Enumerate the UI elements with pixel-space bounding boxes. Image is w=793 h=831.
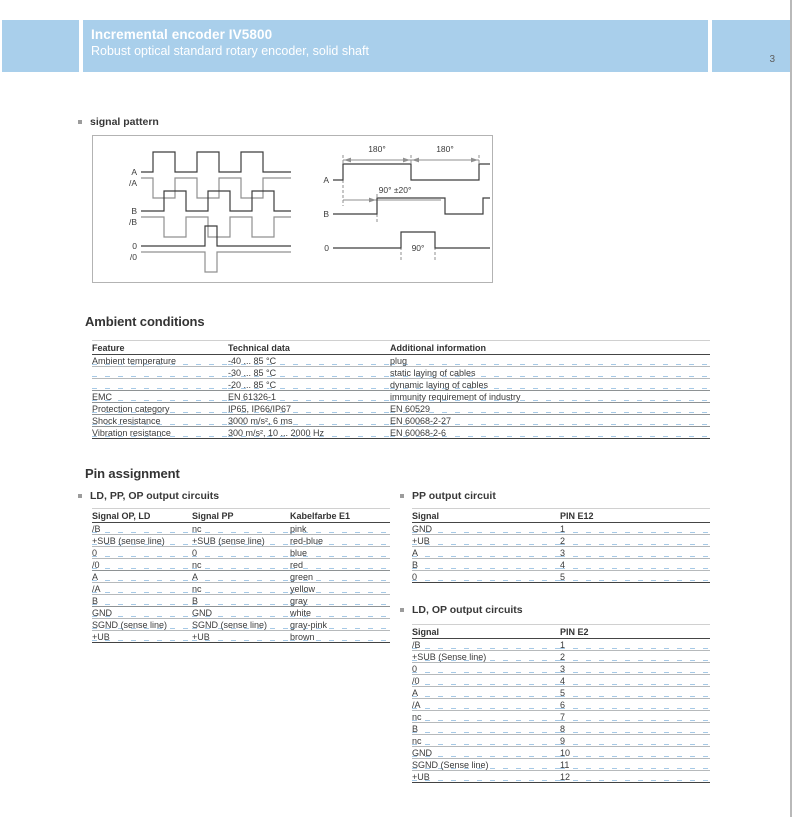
table-cell: nc xyxy=(192,523,290,535)
table-cell xyxy=(92,367,228,379)
table-cell: 6 xyxy=(560,699,710,711)
table-row xyxy=(412,687,710,699)
table-cell: +UB xyxy=(192,631,290,643)
table-row xyxy=(92,403,710,415)
table-cell: 8 xyxy=(560,723,710,735)
table-cell: 9 xyxy=(560,735,710,747)
page-title: Incremental encoder IV5800 xyxy=(91,27,273,42)
table-cell: plug xyxy=(390,355,710,367)
ld-pp-op-heading xyxy=(78,490,219,502)
ld-pp-op-table-container xyxy=(92,508,390,643)
ld-pp-op-table xyxy=(92,508,390,643)
table-row xyxy=(412,711,710,723)
table-cell: blue xyxy=(290,547,390,559)
table-cell: 2 xyxy=(560,651,710,663)
table-cell: red xyxy=(290,559,390,571)
table-cell: immunity requirement of industry xyxy=(390,391,710,403)
table-cell: 5 xyxy=(560,687,710,699)
table-row xyxy=(92,427,710,439)
table-cell: /B xyxy=(92,523,192,535)
table-cell: +SUB (Sense line) xyxy=(412,651,560,663)
pp-output-heading-label: PP output circuit xyxy=(412,490,496,502)
table-row xyxy=(92,571,390,583)
signal-waveform-diagram xyxy=(93,136,492,282)
table-header-row xyxy=(92,509,390,523)
table-cell: /B xyxy=(412,639,560,651)
table-row xyxy=(412,771,710,783)
square-bullet-icon xyxy=(78,494,82,498)
page-edge-line xyxy=(790,0,792,817)
table-header-row xyxy=(92,341,710,355)
table-cell: 1 xyxy=(560,523,710,535)
table-cell: GND xyxy=(412,523,560,535)
table-row xyxy=(412,747,710,759)
ld-op-heading-label: LD, OP output circuits xyxy=(412,604,523,616)
table-cell: SGND (sense line) xyxy=(92,619,192,631)
table-cell: /A xyxy=(92,583,192,595)
table-cell: 0 xyxy=(192,547,290,559)
signal-pattern-heading xyxy=(78,116,159,128)
table-cell: B xyxy=(412,723,560,735)
table-cell: Shock resistance xyxy=(92,415,228,427)
table-cell: red-blue xyxy=(290,535,390,547)
table-cell: nc xyxy=(192,583,290,595)
table-cell: nc xyxy=(412,735,560,747)
table-cell: -20 ... 85 °C xyxy=(228,379,390,391)
table-cell: EN 61326-1 xyxy=(228,391,390,403)
table-cell: SGND (sense line) xyxy=(192,619,290,631)
banner-left-block xyxy=(2,20,79,72)
table-row xyxy=(92,415,710,427)
table-cell: 4 xyxy=(560,675,710,687)
column-header: PIN E2 xyxy=(560,625,710,639)
table-cell: EN 60068-2-6 xyxy=(390,427,710,439)
ld-op-table-container xyxy=(412,624,710,783)
waveform-label-z2: 0 xyxy=(324,243,329,253)
table-cell: 3000 m/s², 6 ms xyxy=(228,415,390,427)
table-cell: GND xyxy=(412,747,560,759)
table-cell: B xyxy=(412,559,560,571)
table-cell: EMC xyxy=(92,391,228,403)
table-row xyxy=(92,559,390,571)
page-number-box xyxy=(712,20,790,72)
column-header: PIN E12 xyxy=(560,509,710,523)
table-row xyxy=(412,535,710,547)
table-cell: +UB xyxy=(92,631,192,643)
table-row xyxy=(412,735,710,747)
table-row xyxy=(412,675,710,687)
table-row xyxy=(412,639,710,651)
table-cell: 4 xyxy=(560,559,710,571)
table-cell: B xyxy=(92,595,192,607)
table-cell: 5 xyxy=(560,571,710,583)
table-row xyxy=(92,547,390,559)
table-header-row xyxy=(412,509,710,523)
table-row xyxy=(412,571,710,583)
waveform-label-b2: B xyxy=(323,209,329,219)
table-cell: green xyxy=(290,571,390,583)
signal-pattern-heading-label: signal pattern xyxy=(90,116,159,128)
table-cell: gray xyxy=(290,595,390,607)
table-cell: 12 xyxy=(560,771,710,783)
square-bullet-icon xyxy=(400,608,404,612)
table-cell: A xyxy=(412,687,560,699)
table-cell: +SUB (sense line) xyxy=(92,535,192,547)
table-cell: 300 m/s², 10 ... 2000 Hz xyxy=(228,427,390,439)
table-row xyxy=(92,523,390,535)
pp-output-table-container xyxy=(412,508,710,583)
table-cell: 3 xyxy=(560,663,710,675)
table-cell: nc xyxy=(192,559,290,571)
table-row xyxy=(92,355,710,367)
table-row xyxy=(92,535,390,547)
waveform-label-b: B xyxy=(131,206,137,216)
table-row xyxy=(412,699,710,711)
column-header: Additional information xyxy=(390,341,710,355)
table-cell: 0 xyxy=(412,663,560,675)
table-cell: GND xyxy=(92,607,192,619)
ld-op-table xyxy=(412,624,710,783)
page-subtitle: Robust optical standard rotary encoder, solid shaft xyxy=(91,44,369,58)
table-row xyxy=(412,663,710,675)
table-cell: IP65, IP66/IP67 xyxy=(228,403,390,415)
table-row xyxy=(412,547,710,559)
table-cell: brown xyxy=(290,631,390,643)
table-cell: 0 xyxy=(412,571,560,583)
table-cell: /A xyxy=(412,699,560,711)
column-header: Technical data xyxy=(228,341,390,355)
annotation-90pm20: 90° ±20° xyxy=(378,185,412,195)
waveform-label-z: 0 xyxy=(132,241,137,251)
column-header: Kabelfarbe E1 xyxy=(290,509,390,523)
table-header-row xyxy=(412,625,710,639)
table-cell: Ambient temperature xyxy=(92,355,228,367)
table-cell: yellow xyxy=(290,583,390,595)
table-cell: 0 xyxy=(92,547,192,559)
table-cell: nc xyxy=(412,711,560,723)
table-cell: -30 ... 85 °C xyxy=(228,367,390,379)
annotation-90: 90° xyxy=(411,243,425,253)
annotation-180-2: 180° xyxy=(436,144,454,154)
pp-output-heading xyxy=(400,490,496,502)
table-cell xyxy=(92,379,228,391)
table-cell: 11 xyxy=(560,759,710,771)
column-header: Feature xyxy=(92,341,228,355)
column-header: Signal xyxy=(412,509,560,523)
ld-op-heading xyxy=(400,604,523,616)
table-row xyxy=(412,759,710,771)
ld-pp-op-heading-label: LD, PP, OP output circuits xyxy=(90,490,220,502)
square-bullet-icon xyxy=(400,494,404,498)
table-cell: /0 xyxy=(412,675,560,687)
pin-assignment-heading: Pin assignment xyxy=(85,466,180,481)
table-cell: +UB xyxy=(412,535,560,547)
table-cell: +UB xyxy=(412,771,560,783)
table-row xyxy=(412,559,710,571)
table-row xyxy=(92,391,710,403)
table-cell: GND xyxy=(192,607,290,619)
table-row xyxy=(92,607,390,619)
table-cell: 7 xyxy=(560,711,710,723)
table-cell: static laying of cables xyxy=(390,367,710,379)
table-cell: Vibration resistance xyxy=(92,427,228,439)
ambient-conditions-heading: Ambient conditions xyxy=(85,314,205,329)
pp-output-table xyxy=(412,508,710,583)
signal-pattern-figure xyxy=(92,135,493,283)
table-cell: EN 60068-2-27 xyxy=(390,415,710,427)
table-cell: Protection category xyxy=(92,403,228,415)
table-cell: A xyxy=(192,571,290,583)
column-header: Signal OP, LD xyxy=(92,509,192,523)
ambient-conditions-table xyxy=(92,340,710,439)
square-bullet-icon xyxy=(78,120,82,124)
table-cell: gray-pink xyxy=(290,619,390,631)
table-cell: white xyxy=(290,607,390,619)
table-cell: 10 xyxy=(560,747,710,759)
table-cell: pink xyxy=(290,523,390,535)
table-cell: /0 xyxy=(92,559,192,571)
waveform-label-nz: /0 xyxy=(129,252,137,262)
table-cell: SGND (Sense line) xyxy=(412,759,560,771)
table-cell: +SUB (sense line) xyxy=(192,535,290,547)
table-cell: dynamic laying of cables xyxy=(390,379,710,391)
table-cell: -40 ... 85 °C xyxy=(228,355,390,367)
column-header: Signal xyxy=(412,625,560,639)
table-row xyxy=(412,723,710,735)
table-row xyxy=(92,631,390,643)
waveform-label-a2: A xyxy=(323,175,329,185)
table-row xyxy=(412,523,710,535)
waveform-label-nb: /B xyxy=(128,217,137,227)
page-number: 3 xyxy=(769,54,775,65)
table-row xyxy=(92,583,390,595)
table-cell: EN 60529 xyxy=(390,403,710,415)
table-row xyxy=(92,619,390,631)
table-cell: 2 xyxy=(560,535,710,547)
table-cell: 3 xyxy=(560,547,710,559)
banner xyxy=(83,20,708,72)
table-row xyxy=(412,651,710,663)
ambient-conditions-table-container xyxy=(92,340,710,439)
table-row xyxy=(92,595,390,607)
table-cell: B xyxy=(192,595,290,607)
annotation-180-1: 180° xyxy=(368,144,386,154)
table-cell: A xyxy=(412,547,560,559)
table-cell: 1 xyxy=(560,639,710,651)
column-header: Signal PP xyxy=(192,509,290,523)
table-row xyxy=(92,379,710,391)
waveform-label-a: A xyxy=(131,167,137,177)
waveform-label-na: /A xyxy=(128,178,137,188)
table-row xyxy=(92,367,710,379)
table-cell: A xyxy=(92,571,192,583)
